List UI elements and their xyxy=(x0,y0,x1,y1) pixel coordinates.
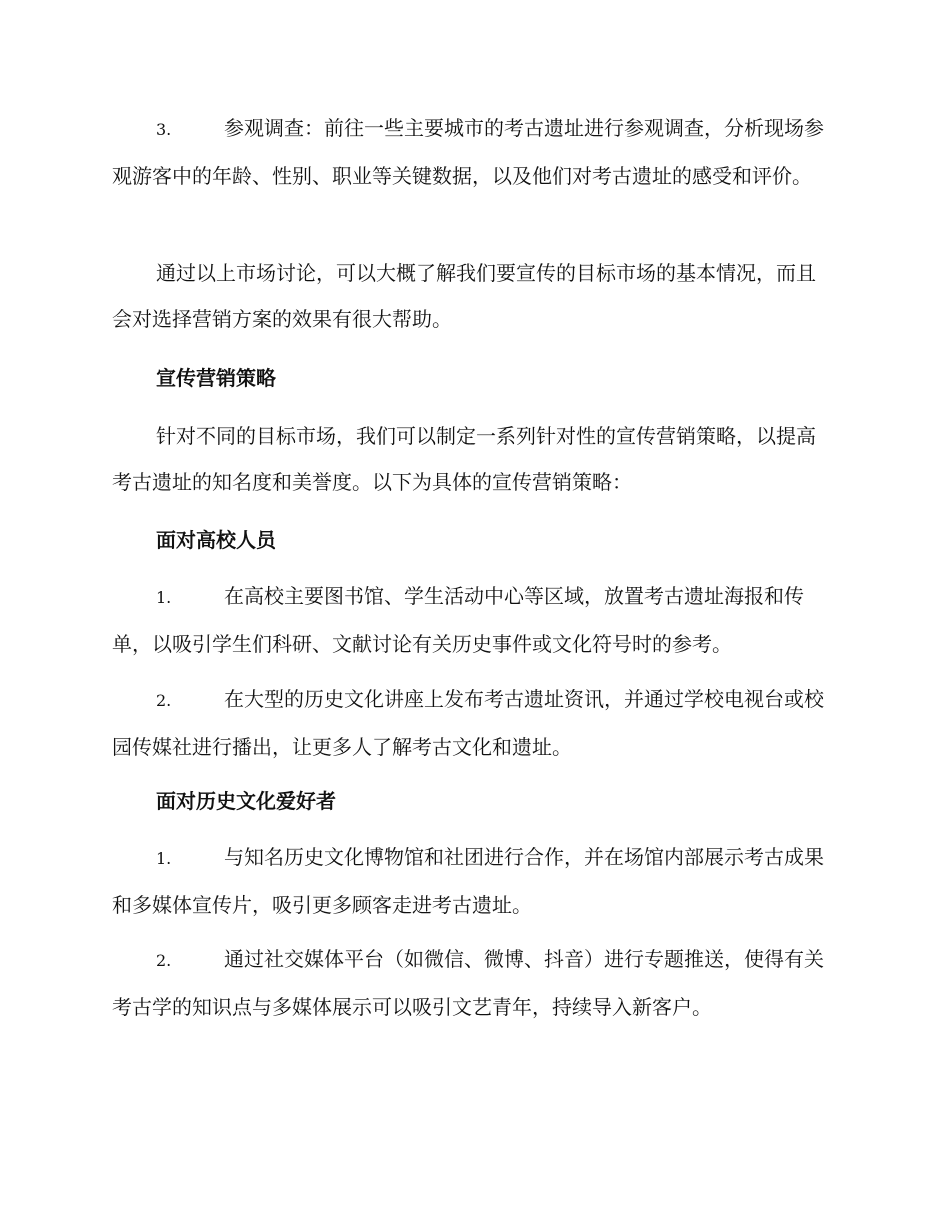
list-number: 3. xyxy=(156,120,172,139)
list-number: 2. xyxy=(156,691,172,710)
list-item xyxy=(112,936,832,1030)
section-heading-university: 面对高校人员 xyxy=(156,528,276,552)
list-number: 2. xyxy=(156,951,172,970)
list-number: 1. xyxy=(156,588,172,607)
list-item-text: 通过社交媒体平台（如微信、微博、抖音）进行专题推送，使得有关考古学的知识点与多媒体展示可以吸引文艺青年，持续导入新客户。 xyxy=(112,947,824,1019)
strategy-paragraph: 针对不同的目标市场，我们可以制定一系列针对性的宣传营销策略，以提高考古遗址的知名度和美誉度。以下为具体的宣传营销策略： xyxy=(112,424,816,494)
list-item-text: 与知名历史文化博物馆和社团进行合作，并在场馆内部展示考古成果和多媒体宣传片，吸引更多顾客走进考古遗址。 xyxy=(112,845,824,917)
list-item xyxy=(112,676,832,770)
section-heading-history-fans: 面对历史文化爱好者 xyxy=(156,789,336,813)
list-item xyxy=(112,573,832,667)
section-heading-strategy: 宣传营销策略 xyxy=(156,366,276,390)
list-item-text: 参观调查：前往一些主要城市的考古遗址进行参观调查，分析现场参观游客中的年龄、性别、职业等关键数据，以及他们对考古遗址的感受和评价。 xyxy=(112,116,824,188)
list-item xyxy=(112,834,832,928)
list-item-text: 在大型的历史文化讲座上发布考古遗址资讯，并通过学校电视台或校园传媒社进行播出，让更多人了解考古文化和遗址。 xyxy=(112,687,824,759)
summary-paragraph: 通过以上市场讨论，可以大概了解我们要宣传的目标市场的基本情况，而且会对选择营销方案的效果有很大帮助。 xyxy=(112,261,816,331)
list-item-text: 在高校主要图书馆、学生活动中心等区域，放置考古遗址海报和传单，以吸引学生们科研、文献讨论有关历史事件或文化符号时的参考。 xyxy=(112,584,804,656)
list-item-survey xyxy=(112,105,832,199)
list-number: 1. xyxy=(156,849,172,868)
